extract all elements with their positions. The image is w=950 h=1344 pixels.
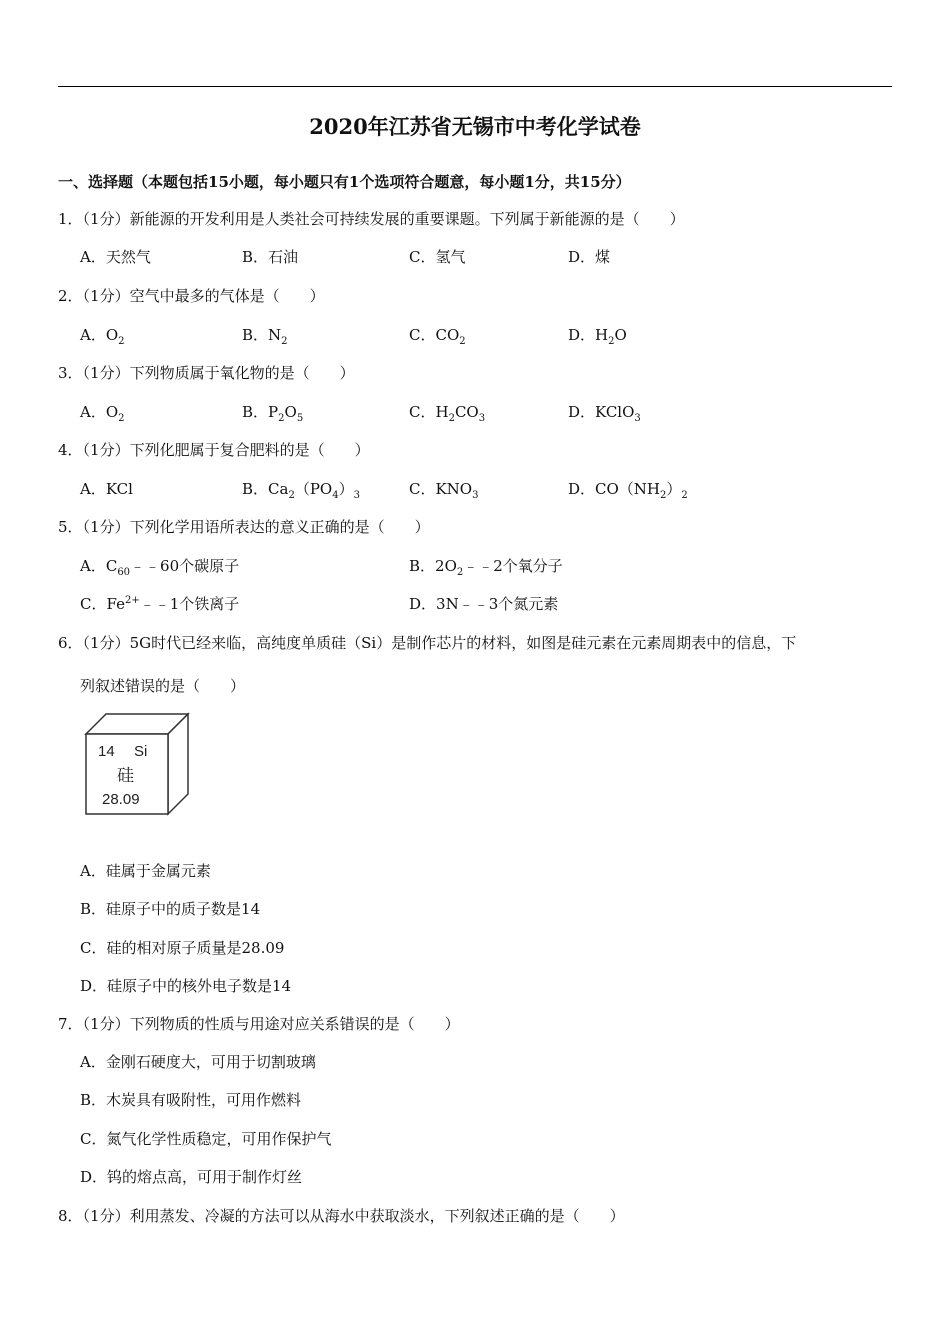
q6-option-c: C．硅的相对原子质量是28.09 bbox=[80, 939, 285, 957]
q2-option-d: D．$H_2O$ bbox=[568, 326, 627, 347]
q5-option-b: B．$2O_2﹣﹣2$个氧分子 bbox=[409, 557, 563, 578]
q2-option-c: C．$CO_2$ bbox=[409, 326, 466, 347]
q3-option-b: B．$P_2O_5$ bbox=[242, 403, 304, 424]
page-title: 2020年江苏省无锡市中考化学试卷 bbox=[309, 114, 641, 139]
q6-option-a: A．硅属于金属元素 bbox=[80, 862, 211, 880]
q3-option-a: A．$O_2$ bbox=[80, 403, 125, 424]
element-name: 硅 bbox=[117, 766, 134, 785]
question-7-stem: 7．（1分）下列物质的性质与用途对应关系错误的是（ ） bbox=[58, 1015, 460, 1033]
q4-option-b: B．$Ca_2(PO_4)_3$ bbox=[242, 480, 360, 501]
q1-option-a: A．天然气 bbox=[80, 248, 151, 266]
q7-option-b: B．木炭具有吸附性，可用作燃料 bbox=[80, 1091, 302, 1109]
q2-option-b: B．$N_2$ bbox=[242, 326, 288, 347]
q6-option-d: D．硅原子中的核外电子数是14 bbox=[80, 977, 292, 995]
question-5-stem: 5．（1分）下列化学用语所表达的意义正确的是（ ） bbox=[58, 518, 430, 536]
question-3-stem: 3．（1分）下列物质属于氧化物的是（ ） bbox=[58, 364, 355, 382]
q5-option-a: A．$C_{60}﹣﹣60$个碳原子 bbox=[80, 557, 240, 578]
element-symbol: Si bbox=[134, 743, 148, 760]
silicon-element-tile bbox=[82, 712, 192, 816]
q5-option-c: C．$Fe^{2+}﹣﹣1$个铁离子 bbox=[80, 595, 240, 613]
q4-option-a: A．KCl bbox=[80, 480, 133, 498]
q6-option-b: B．硅原子中的质子数是14 bbox=[80, 900, 261, 918]
question-4-stem: 4．（1分）下列化肥属于复合肥料的是（ ） bbox=[58, 441, 370, 459]
question-2-stem: 2．（1分）空气中最多的气体是（ ） bbox=[58, 287, 325, 305]
q7-option-a: A．金刚石硬度大，可用于切割玻璃 bbox=[80, 1053, 316, 1071]
header-rule bbox=[58, 86, 892, 87]
q7-option-c: C．氮气化学性质稳定，可用作保护气 bbox=[80, 1130, 332, 1148]
q4-option-c: C．$KNO_3$ bbox=[409, 480, 479, 501]
q4-option-d: D．$CO(NH_2)_2$ bbox=[568, 480, 688, 501]
q1-option-c: C．氢气 bbox=[409, 248, 466, 266]
question-1-stem: 1．（1分）新能源的开发利用是人类社会可持续发展的重要课题。下列属于新能源的是（ ） bbox=[58, 210, 685, 228]
element-atomic-number: 14 bbox=[98, 743, 115, 760]
question-6-stem-line-1: 6．（1分）5G时代已经来临，高纯度单质硅（Si）是制作芯片的材料，如图是硅元素在元素周期表中的信息，下 bbox=[58, 634, 797, 652]
question-6-stem-line-2: 列叙述错误的是（ ） bbox=[80, 677, 246, 695]
q1-option-b: B．石油 bbox=[242, 248, 299, 266]
q2-option-a: A．$O_2$ bbox=[80, 326, 125, 347]
q1-option-d: D．煤 bbox=[568, 248, 611, 266]
section-heading: 一、选择题（本题包括15小题，每小题只有1个选项符合题意，每小题1分，共15分） bbox=[58, 173, 631, 191]
element-atomic-mass: 28.09 bbox=[102, 791, 140, 808]
q3-option-d: D．KClO$_3$ bbox=[568, 403, 641, 424]
question-8-stem: 8．（1分）利用蒸发、冷凝的方法可以从海水中获取淡水，下列叙述正确的是（ ） bbox=[58, 1207, 625, 1225]
q5-option-d: D．3N﹣﹣3个氮元素 bbox=[409, 595, 559, 613]
q7-option-d: D．钨的熔点高，可用于制作灯丝 bbox=[80, 1168, 303, 1186]
q3-option-c: C．$H_2CO_3$ bbox=[409, 403, 486, 424]
